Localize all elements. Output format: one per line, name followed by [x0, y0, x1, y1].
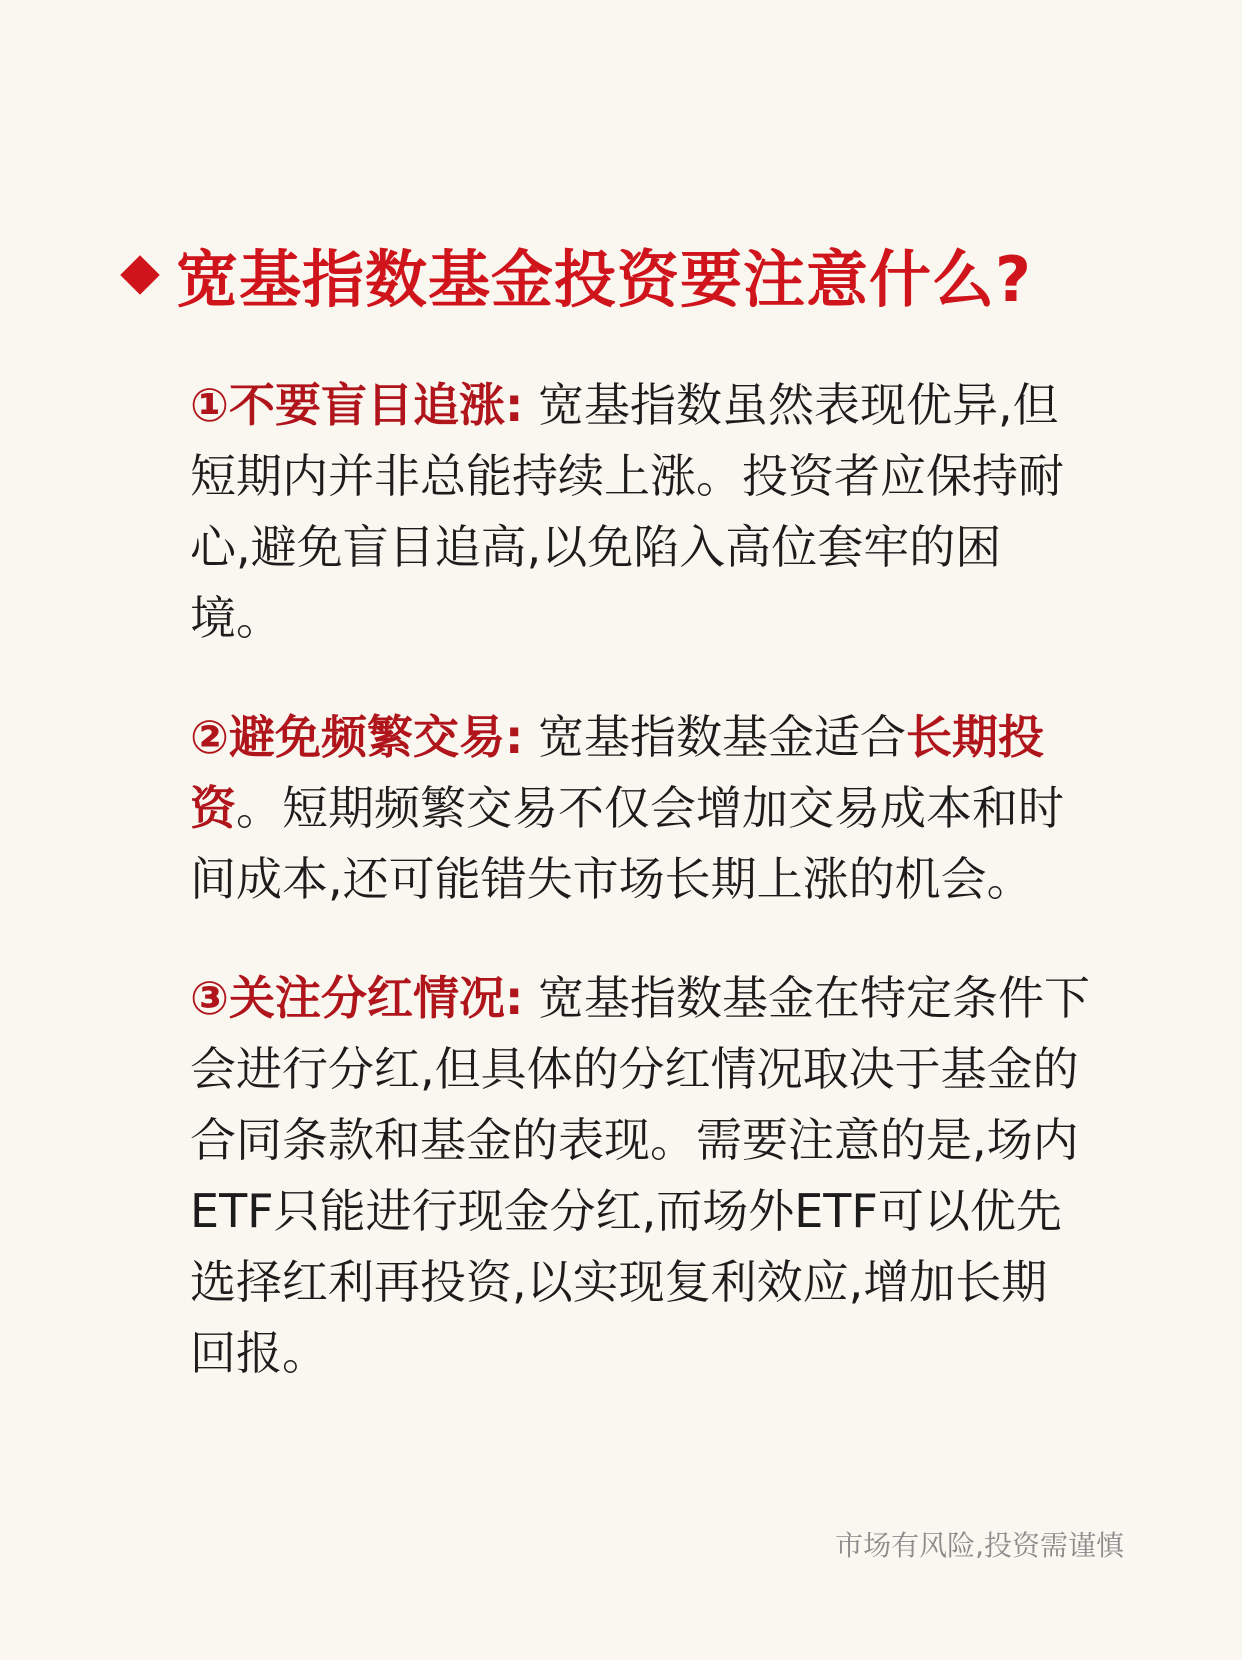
tip-1-heading: ①不要盲目追涨: [190, 378, 524, 432]
tip-item-2 [190, 702, 1090, 915]
risk-disclaimer: 市场有风险,投资需谨慎 [835, 1529, 1124, 1562]
title-row [126, 230, 1166, 319]
tip-2-heading: ②避免频繁交易: [190, 710, 524, 764]
tip-2-text-after: 。短期频繁交易不仅会增加交易成本和时间成本,还可能错失市场长期上涨的机会。 [190, 781, 1064, 906]
page-title: 宽基指数基金投资要注意什么? [176, 243, 1032, 316]
tip-2-highlight: 长期投资 [190, 710, 1044, 835]
tip-2-text-before: 宽基指数基金适合 [523, 710, 906, 764]
tips-list [190, 370, 1090, 1389]
tip-3-heading: ③关注分红情况: [190, 971, 524, 1025]
tip-item-1 [190, 370, 1090, 654]
tip-3-text: 宽基指数基金在特定条件下会进行分红,但具体的分红情况取决于基金的合同条款和基金的表现。需要注意的是,场内ETF只能进行现金分红,而场外ETF可以优先选择红利再投资,以实现复利效应,增加长期回报。 [190, 971, 1090, 1380]
tip-item-3 [190, 963, 1090, 1389]
tip-1-text: 宽基指数虽然表现优异,但短期内并非总能持续上涨。投资者应保持耐心,避免盲目追高,以免陷入高位套牢的困境。 [190, 378, 1064, 645]
diamond-icon [120, 255, 160, 295]
